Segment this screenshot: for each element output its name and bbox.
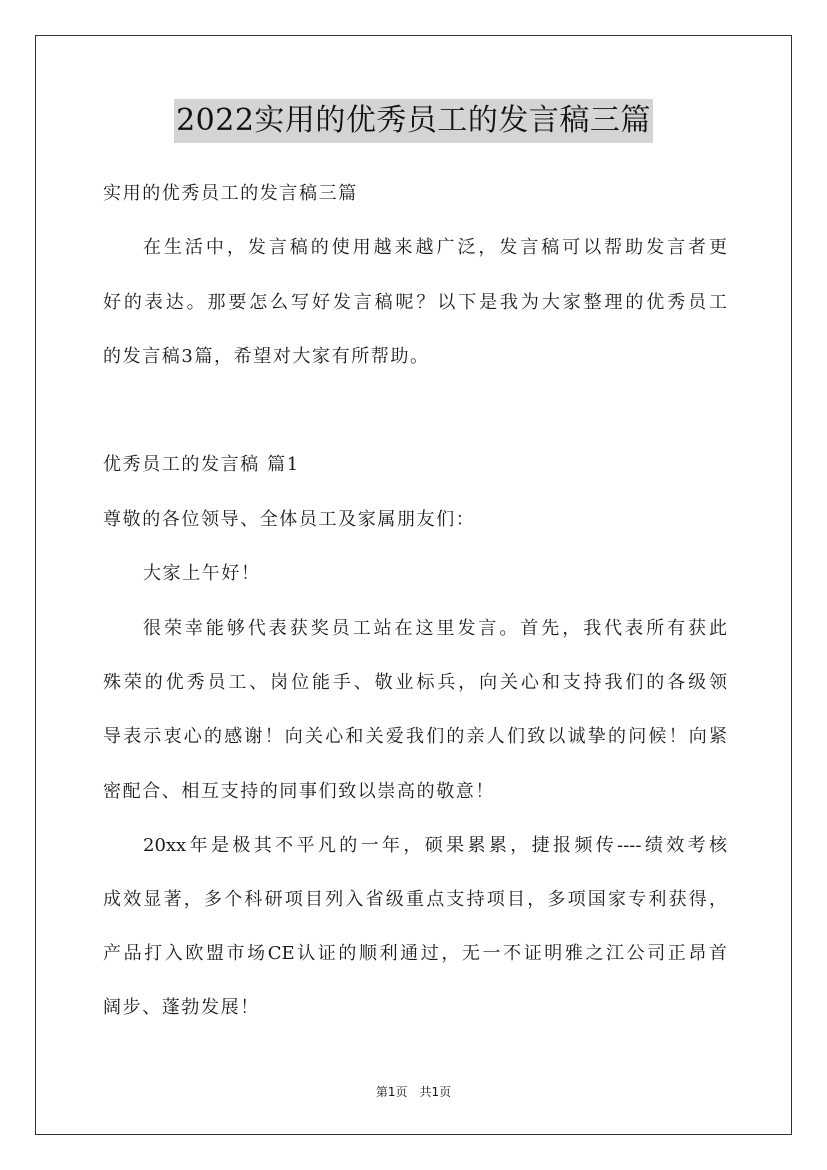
document-title: 2022实用的优秀员工的发言稿三篇 xyxy=(174,99,653,143)
intro-line-2: 好的表达。那要怎么写好发言稿呢？以下是我为大家整理的优秀员工 xyxy=(103,292,727,313)
para2-line-3: 产品打入欧盟市场CE认证的顺利通过，无一不证明雅之江公司正昂首 xyxy=(103,943,727,964)
title-container xyxy=(0,99,827,143)
salutation: 尊敬的各位领导、全体员工及家属朋友们： xyxy=(103,509,476,530)
subtitle-line: 实用的优秀员工的发言稿三篇 xyxy=(103,183,358,204)
para2-line-4: 阔步、蓬勃发展！ xyxy=(103,997,260,1018)
para-line-1: 很荣幸能够代表获奖员工站在这里发言。首先，我代表所有获此 xyxy=(143,618,727,639)
para-line-3: 导表示衷心的感谢！向关心和关爱我们的亲人们致以诚挚的问候！向紧 xyxy=(103,726,727,747)
intro-line-1: 在生活中，发言稿的使用越来越广泛，发言稿可以帮助发言者更 xyxy=(143,237,727,258)
page-footer: 第1页 共1页 xyxy=(375,1085,452,1099)
para-line-4: 密配合、相互支持的同事们致以崇高的敬意！ xyxy=(103,781,495,802)
section-heading: 优秀员工的发言稿 篇1 xyxy=(103,454,300,475)
greeting: 大家上午好！ xyxy=(143,563,261,584)
para2-line-2: 成效显著，多个科研项目列入省级重点支持项目，多项国家专利获得， xyxy=(103,889,727,910)
intro-line-3: 的发言稿3篇，希望对大家有所帮助。 xyxy=(103,346,430,367)
para-line-2: 殊荣的优秀员工、岗位能手、敬业标兵，向关心和支持我们的各级领 xyxy=(103,672,727,693)
para2-line-1: 20xx年是极其不平凡的一年，硕果累累，捷报频传----绩效考核 xyxy=(143,835,727,856)
